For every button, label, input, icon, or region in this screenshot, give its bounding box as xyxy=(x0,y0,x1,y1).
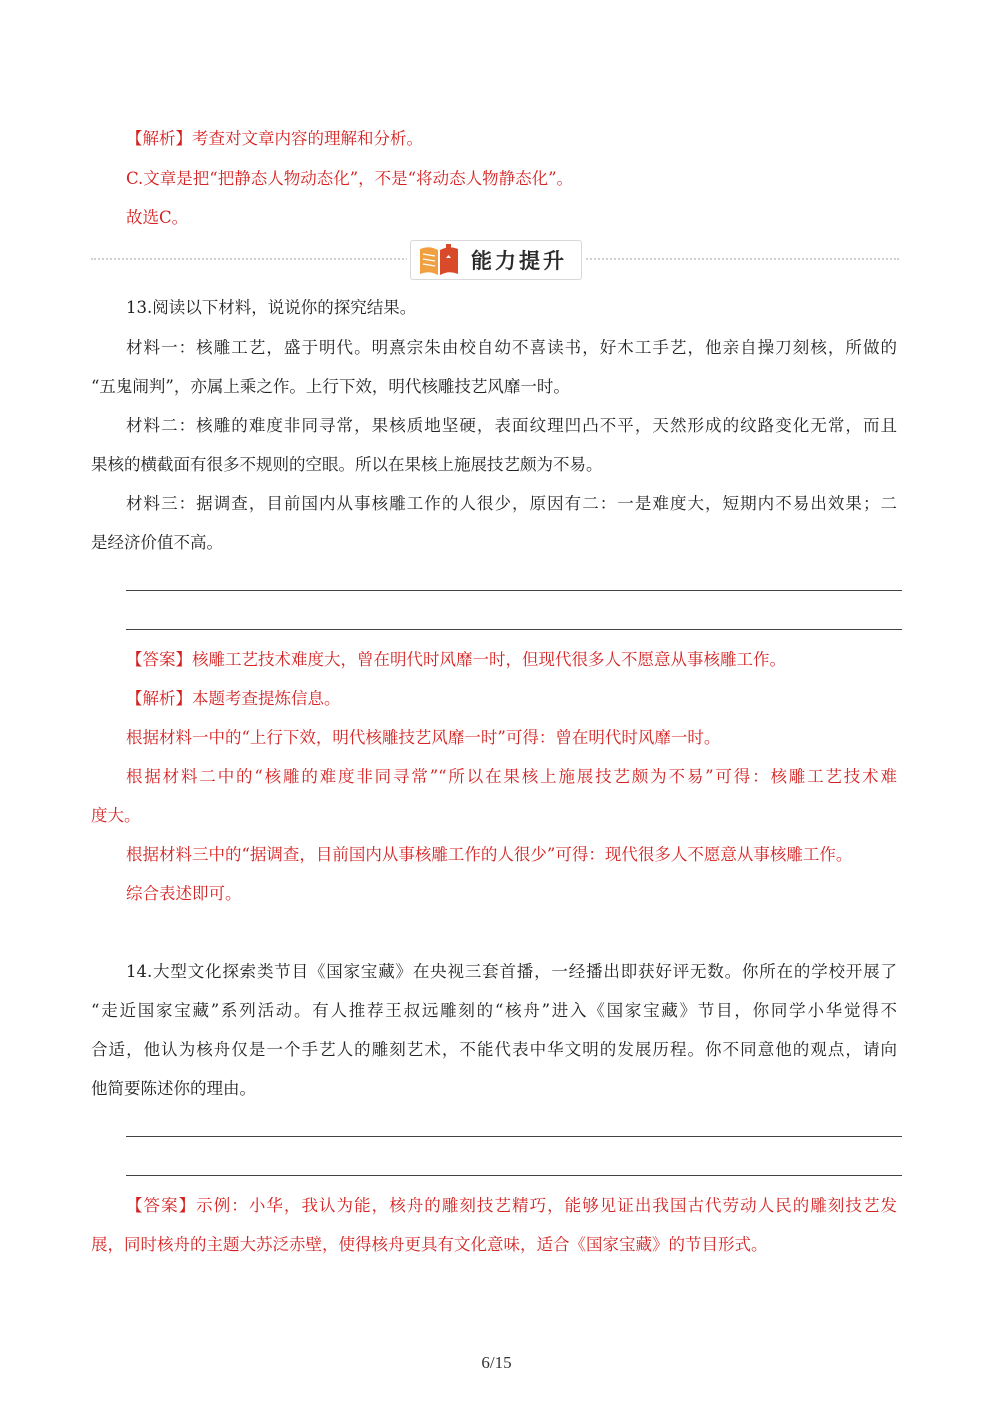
q14-question-l1: 14.大型文化探索类节目《国家宝藏》在央视三套首播，一经播出即获好评无数。你所在的学校开展了 xyxy=(126,962,897,981)
q13-answer-line-2 xyxy=(126,629,902,630)
q13-material1-l2: “五鬼闹判”，亦属上乘之作。上行下效，明代核雕技艺风靡一时。 xyxy=(91,377,570,396)
q13-material3-l2: 是经济价值不高。 xyxy=(91,533,223,552)
q13-analysis-2-l2: 度大。 xyxy=(91,806,141,825)
open-book-icon xyxy=(417,242,461,278)
q13-answer-line-1 xyxy=(126,590,902,591)
choice-line: 故选C。 xyxy=(126,208,189,227)
q14-answer-line-2 xyxy=(126,1175,902,1176)
q13-analysis: 【解析】本题考查提炼信息。 xyxy=(126,689,341,708)
analysis-detail: C.文章是把“把静态人物动态化”，不是“将动态人物静态化”。 xyxy=(126,169,574,188)
q13-material2-l1: 材料二：核雕的难度非同寻常，果核质地坚硬，表面纹理凹凸不平，天然形成的纹路变化无常，而且 xyxy=(126,416,897,435)
q13-analysis-2-l1: 根据材料二中的“核雕的难度非同寻常”“所以在果核上施展技艺颇为不易”可得：核雕工艺技术难 xyxy=(126,767,897,786)
q14-answer-l2: 展，同时核舟的主题大苏泛赤壁，使得核舟更具有文化意味，适合《国家宝藏》的节目形式。 xyxy=(91,1235,768,1254)
q14-answer-line-1 xyxy=(126,1136,902,1137)
q14-question-l2: “走近国家宝藏”系列活动。有人推荐王叔远雕刻的“核舟”进入《国家宝藏》节目，你同学小华觉得不 xyxy=(91,1001,897,1020)
q13-analysis-1: 根据材料一中的“上行下效，明代核雕技艺风靡一时”可得：曾在明代时风靡一时。 xyxy=(126,728,721,747)
q13-question: 13.阅读以下材料，说说你的探究结果。 xyxy=(126,298,417,317)
q14-answer-l1: 【答案】示例：小华，我认为能，核舟的雕刻技艺精巧，能够见证出我国古代劳动人民的雕刻技艺发 xyxy=(126,1196,897,1215)
banner-title: 能力提升 xyxy=(471,249,567,273)
section-banner xyxy=(410,240,582,280)
q13-answer: 【答案】核雕工艺技术难度大，曾在明代时风靡一时，但现代很多人不愿意从事核雕工作。 xyxy=(126,650,786,669)
q13-material2-l2: 果核的横截面有很多不规则的空眼。所以在果核上施展技艺颇为不易。 xyxy=(91,455,603,474)
q13-material3-l1: 材料三：据调查，目前国内从事核雕工作的人很少，原因有二：一是难度大，短期内不易出效果；二 xyxy=(126,494,897,513)
q13-material1-l1: 材料一：核雕工艺，盛于明代。明熹宗朱由校自幼不喜读书，好木工手艺，他亲自操刀刻核，所做的 xyxy=(126,338,897,357)
q14-question-l4: 他简要陈述你的理由。 xyxy=(91,1079,256,1098)
page-number: 6/15 xyxy=(481,1353,512,1372)
q13-analysis-4: 综合表述即可。 xyxy=(126,884,242,903)
analysis-line: 【解析】考查对文章内容的理解和分析。 xyxy=(126,129,423,148)
q14-question-l3: 合适，他认为核舟仅是一个手艺人的雕刻艺术，不能代表中华文明的发展历程。你不同意他的观点，请向 xyxy=(91,1040,897,1059)
q13-analysis-3: 根据材料三中的“据调查，目前国内从事核雕工作的人很少”可得：现代很多人不愿意从事核雕工作。 xyxy=(126,845,853,864)
